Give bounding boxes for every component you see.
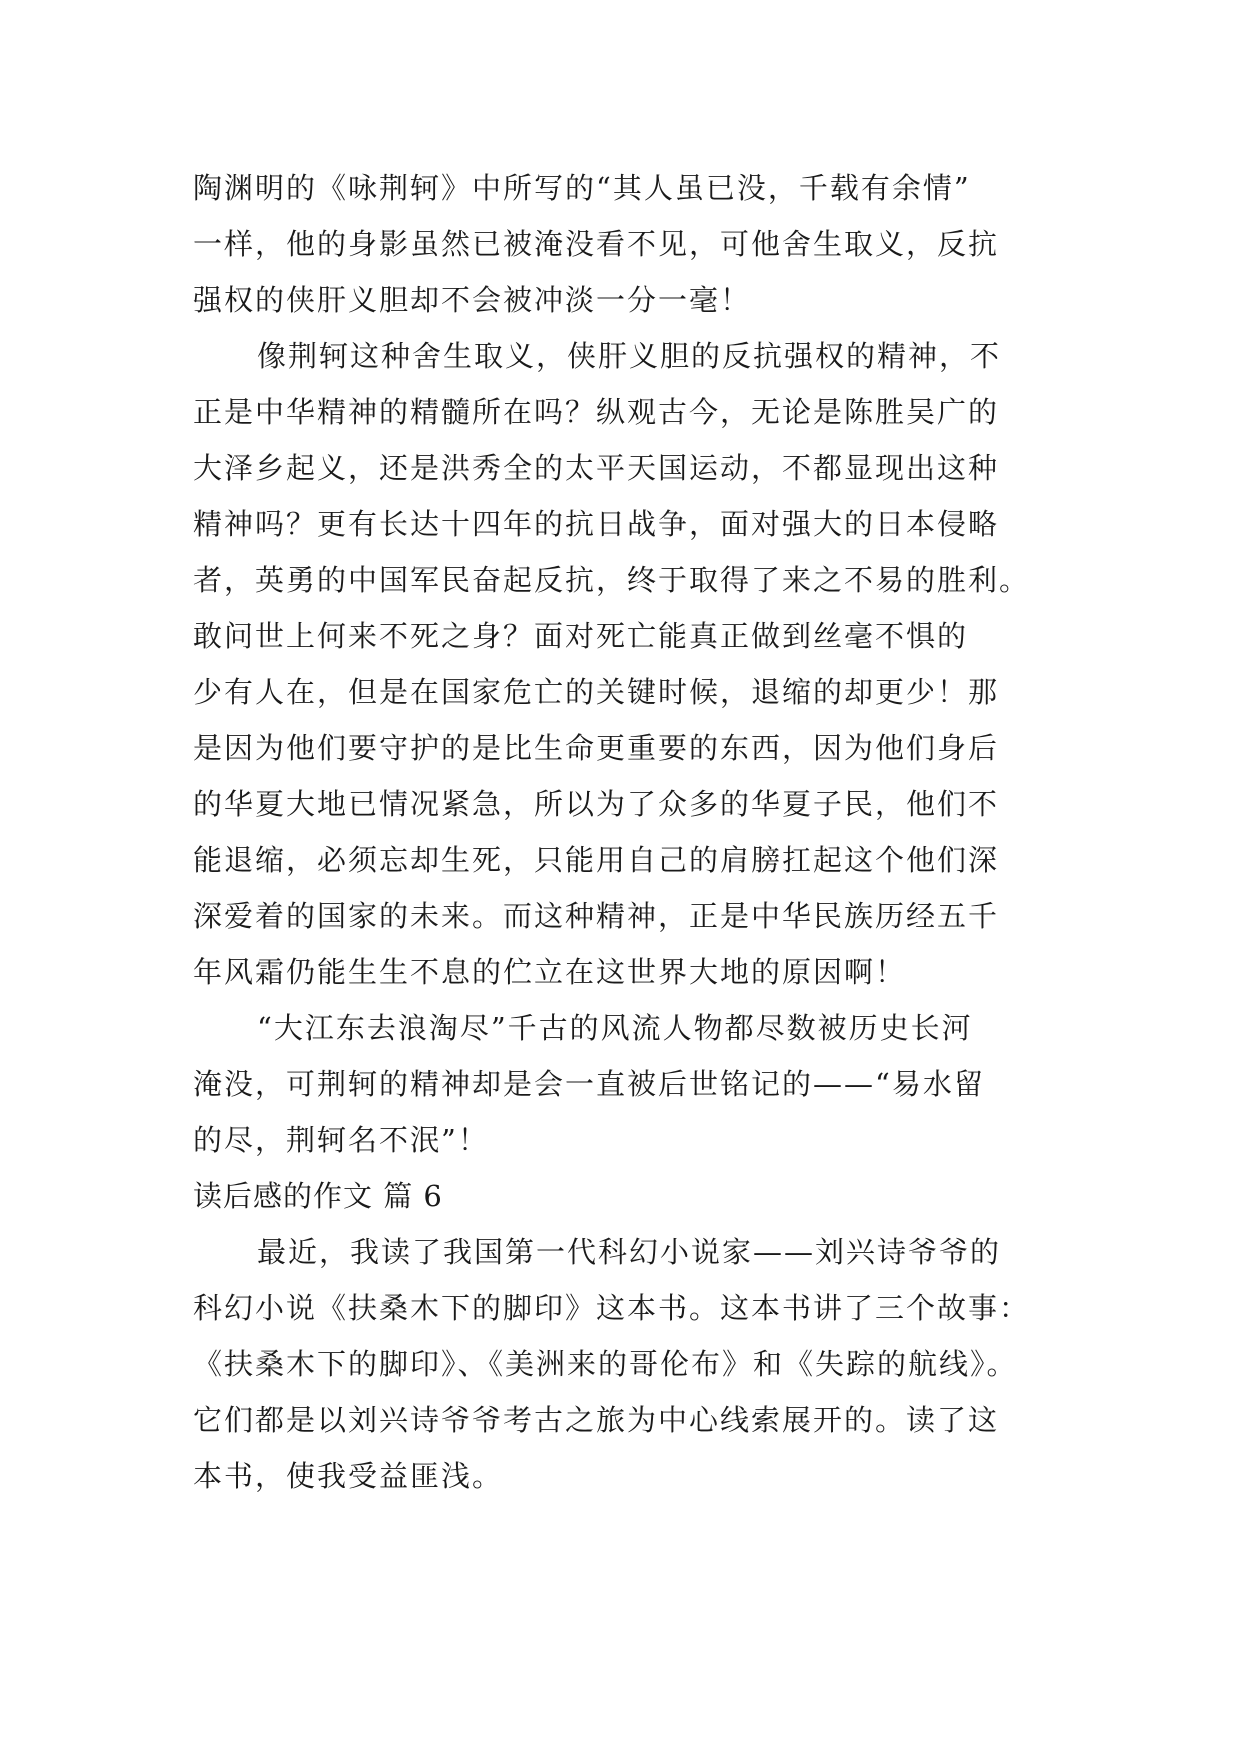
text-line: 敢问世上何来不死之身？面对死亡能真正做到丝毫不惧的 (193, 619, 969, 653)
text-line: 陶渊明的《咏荆轲》中所写的“其人虽已没，千载有余情” (193, 171, 971, 205)
text-line: 能退缩，必须忘却生死，只能用自己的肩膀扛起这个他们深 (193, 843, 1000, 877)
text-line: 淹没，可荆轲的精神却是会一直被后世铭记的——“易水留 (193, 1067, 985, 1101)
section-heading: 读后感的作文 篇 6 (193, 1179, 443, 1213)
text-line: 本书，使我受益匪浅。 (193, 1459, 504, 1493)
text-line: 深爱着的国家的未来。而这种精神，正是中华民族历经五千 (193, 899, 1000, 933)
text-line: 一样，他的身影虽然已被淹没看不见，可他舍生取义，反抗 (193, 227, 1000, 261)
text-line: 的尽，荆轲名不泯”！ (193, 1123, 489, 1157)
text-line: 精神吗？更有长达十四年的抗日战争，面对强大的日本侵略 (193, 507, 1000, 541)
text-line: 强权的侠肝义胆却不会被冲淡一分一毫！ (193, 283, 752, 317)
text-line: 者，英勇的中国军民奋起反抗，终于取得了来之不易的胜利。 (193, 563, 1031, 597)
text-line: 少有人在，但是在国家危亡的关键时候，退缩的却更少！那 (193, 675, 1000, 709)
document-body (193, 160, 1055, 1504)
paragraph-first-line: 最近，我读了我国第一代科幻小说家——刘兴诗爷爷的 (257, 1235, 1002, 1269)
text-line: 的华夏大地已情况紧急，所以为了众多的华夏子民，他们不 (193, 787, 1000, 821)
paragraph-first-line: 像荆轲这种舍生取义，侠肝义胆的反抗强权的精神，不 (257, 339, 1002, 373)
text-line: 年风霜仍能生生不息的伫立在这世界大地的原因啊！ (193, 955, 907, 989)
text-line: 正是中华精神的精髓所在吗？纵观古今，无论是陈胜吴广的 (193, 395, 1000, 429)
paragraph-first-line: “大江东去浪淘尽”千古的风流人物都尽数被历史长河 (257, 1011, 973, 1045)
text-line: 大泽乡起义，还是洪秀全的太平天国运动，不都显现出这种 (193, 451, 1000, 485)
text-line: 《扶桑木下的脚印》、《美洲来的哥伦布》和《失踪的航线》。 (193, 1347, 1018, 1381)
text-line: 科幻小说《扶桑木下的脚印》这本书。这本书讲了三个故事： (193, 1291, 1031, 1325)
text-line: 它们都是以刘兴诗爷爷考古之旅为中心线索展开的。读了这 (193, 1403, 1000, 1437)
text-line: 是因为他们要守护的是比生命更重要的东西，因为他们身后 (193, 731, 1000, 765)
